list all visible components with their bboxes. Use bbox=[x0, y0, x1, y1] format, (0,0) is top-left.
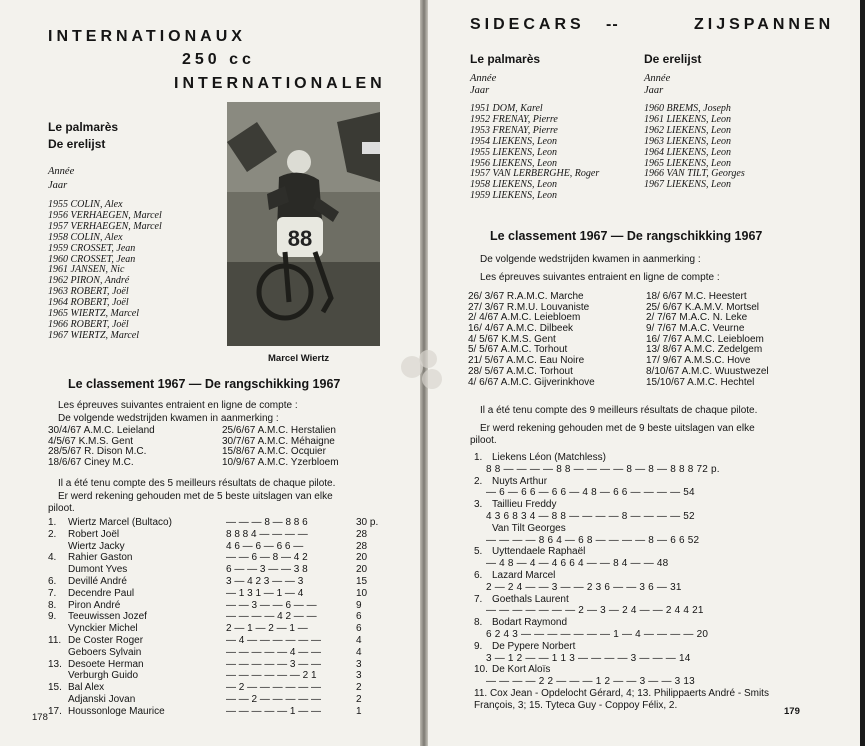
list-item: 1967 WIERTZ, Marcel bbox=[48, 329, 140, 341]
list-item: 4/ 5/67 K.M.S. Gent bbox=[468, 333, 556, 345]
list-item: 21/ 5/67 A.M.C. Eau Noire bbox=[468, 355, 585, 367]
list-item: 1961 JANSEN, Nic bbox=[48, 264, 125, 276]
list-item: 5/ 5/67 A.M.C. Torhout bbox=[468, 344, 568, 356]
table-row: 9. Teeuwissen Jozef — — — — 4 2 — — 6 bbox=[48, 611, 362, 623]
palmares-list bbox=[48, 200, 162, 342]
table-row: Van Tilt Georges — — — — 8 6 4 — 6 8 — — — — 8 — 6 6 52 bbox=[486, 522, 700, 546]
list-item: 1964 LIEKENS, Leon bbox=[644, 146, 731, 158]
table-row: 1. Wiertz Marcel (Bultaco) — — — 8 — 8 8 6 30 p. bbox=[48, 517, 379, 528]
table-row: 7. Decendre Paul — 1 3 1 — 1 — 4 10 bbox=[48, 587, 368, 599]
list-item: 1955 LIEKENS, Leon bbox=[470, 146, 557, 158]
table-row: 6. Lazard Marcel 2 — 2 4 — — 3 — — 2 3 6 — — 3 6 — 31 bbox=[474, 569, 682, 593]
table-row: 1. Liekens Léon (Matchless) 8 8 — — — — 8 8 — — — — 8 — 8 — 8 8 8 72 p. bbox=[474, 452, 720, 475]
table-row: 2. Robert Joël 8 8 8 4 — — — — 28 bbox=[48, 528, 368, 540]
list-item: 1965 LIEKENS, Leon bbox=[644, 157, 731, 169]
list-item: 1956 LIEKENS, Leon bbox=[470, 157, 557, 169]
intro-fr: Les épreuves suivantes entraient en ligne de compte : bbox=[480, 272, 720, 283]
year-label-nl-2: Jaar bbox=[644, 85, 664, 96]
note-fr: Il a été tenu compte des 5 meilleurs résultats de chaque pilote. bbox=[58, 478, 336, 489]
intro-nl: De volgende wedstrijden kwamen in aanmerking : bbox=[58, 413, 279, 424]
list-item: 1956 VERHAEGEN, Marcel bbox=[48, 209, 162, 221]
table-row: Wiertz Jacky 4 6 — 6 — 6 6 — 28 bbox=[68, 540, 368, 552]
list-item: 1960 CROSSET, Jean bbox=[48, 253, 136, 265]
list-item: 16/ 4/67 A.M.C. Dilbeek bbox=[468, 323, 574, 335]
year-label-fr: Année bbox=[48, 166, 75, 177]
table-row: Geboers Sylvain — — — — — 4 — — 4 bbox=[68, 646, 362, 658]
list-item: 16/ 7/67 A.M.C. Leiebloem bbox=[646, 333, 764, 345]
table-row: 3. Taillieu Freddy 4 3 6 8 3 4 — 8 8 — — — — 8 — — — — 52 bbox=[474, 499, 695, 522]
table-row: 4. Rahier Gaston — — 6 — 8 — 4 2 20 bbox=[48, 552, 368, 564]
list-item: 1964 ROBERT, Joël bbox=[48, 297, 129, 309]
list-item: 8/10/67 A.M.C. Wuustwezel bbox=[646, 365, 769, 377]
races-list-right bbox=[222, 426, 339, 469]
standings-table bbox=[48, 517, 378, 718]
list-item: 1963 LIEKENS, Leon bbox=[644, 135, 731, 147]
list-item: 2/ 7/67 M.A.C. N. Leke bbox=[646, 312, 748, 324]
list-item: 1959 LIEKENS, Leon bbox=[470, 190, 557, 202]
left-page bbox=[0, 0, 420, 746]
intro-nl: De volgende wedstrijden kwamen in aanmerking : bbox=[480, 254, 701, 265]
table-row: Vynckier Michel 2 — 1 — 2 — 1 — 6 bbox=[68, 623, 362, 635]
table-row: 2. Nuyts Arthur — 6 — 6 6 — 6 6 — 4 8 — 6 6 — — — — 54 bbox=[474, 475, 695, 499]
page-title-nl: ZIJSPANNEN bbox=[694, 16, 835, 33]
races-list-left bbox=[48, 426, 155, 469]
list-item: 27/ 3/67 R.M.U. Louvaniste bbox=[468, 301, 590, 313]
palmares-list-left bbox=[470, 104, 599, 202]
year-label-fr-2: Année bbox=[644, 73, 671, 84]
note-nl: Er werd rekening gehouden met de 5 beste uitslagen van elke bbox=[58, 491, 333, 502]
races-list-right bbox=[646, 292, 769, 388]
palmares-heading-nl: De erelijst bbox=[644, 52, 702, 66]
list-item: 1958 LIEKENS, Leon bbox=[470, 179, 557, 191]
intro-fr: Les épreuves suivantes entraient en ligne de compte : bbox=[58, 400, 298, 411]
palmares-list-right bbox=[644, 104, 745, 191]
year-label-nl: Jaar bbox=[470, 85, 490, 96]
race-number: 88 bbox=[287, 226, 313, 251]
motocross-illustration bbox=[227, 102, 380, 346]
list-item: 1954 LIEKENS, Leon bbox=[470, 135, 557, 147]
list-item: 1953 FRENAY, Pierre bbox=[470, 124, 558, 136]
table-row: 5. Uyttendaele Raphaël — 4 8 — 4 — 4 6 6 4 — — 8 4 — — 48 bbox=[474, 546, 669, 570]
year-label-nl: Jaar bbox=[48, 180, 68, 191]
list-item: 4/5/67 K.M.S. Gent bbox=[48, 435, 134, 447]
list-item: 25/ 6/67 K.A.M.V. Mortsel bbox=[646, 301, 760, 313]
list-item: 4/ 6/67 A.M.C. Gijverinkhove bbox=[468, 376, 595, 388]
list-item: 1961 LIEKENS, Leon bbox=[644, 113, 731, 125]
table-row: Verburgh Guido — — — — — — 2 1 3 bbox=[68, 670, 362, 682]
table-row: 6. Devillé André 3 — 4 2 3 — — 3 15 bbox=[48, 575, 368, 587]
page-title-fr: SIDECARS bbox=[470, 16, 585, 33]
list-item: 18/6/67 Ciney M.C. bbox=[48, 457, 134, 469]
palmares-heading-fr: Le palmarès bbox=[48, 120, 119, 134]
list-item: 1957 VAN LERBERGHE, Roger bbox=[470, 168, 600, 180]
table-row: Dumont Yves 6 — — 3 — — 3 8 20 bbox=[68, 564, 368, 576]
list-item: 30/7/67 A.M.C. Méhaigne bbox=[222, 435, 335, 447]
table-row: Adjanski Jovan — — 2 — — — — — 2 bbox=[68, 693, 362, 705]
classement-heading: Le classement 1967 — De rangschikking 1967 bbox=[490, 229, 763, 243]
list-item: 1963 ROBERT, Joël bbox=[48, 286, 129, 298]
list-item: 1962 LIEKENS, Leon bbox=[644, 124, 731, 136]
list-item: 1958 COLIN, Alex bbox=[48, 231, 123, 243]
note-nl-2: piloot. bbox=[470, 435, 497, 446]
classement-heading: Le classement 1967 — De rangschikking 1967 bbox=[68, 377, 341, 391]
rider-photo bbox=[227, 102, 380, 346]
page-title-fr: INTERNATIONAUX bbox=[48, 28, 246, 45]
list-item: 25/6/67 A.M.C. Herstalien bbox=[222, 425, 336, 436]
list-item: 1966 VAN TILT, Georges bbox=[644, 168, 745, 180]
title-separator: -- bbox=[606, 16, 619, 33]
list-item: 18/ 6/67 M.C. Heestert bbox=[646, 291, 747, 302]
standings-table bbox=[474, 452, 834, 688]
list-item: 28/5/67 R. Dison M.C. bbox=[48, 446, 147, 458]
palmares-heading-fr: Le palmarès bbox=[470, 52, 541, 66]
footnote-line-2: François, 3; 15. Tyteca Guy - Coppoy Félix, 2. bbox=[474, 700, 678, 711]
palmares-heading-nl: De erelijst bbox=[48, 137, 106, 151]
list-item: 9/ 7/67 M.A.C. Veurne bbox=[646, 323, 745, 335]
list-item: 30/4/67 A.M.C. Leieland bbox=[48, 425, 155, 436]
table-row: 8. Bodart Raymond 6 2 4 3 — — — — — — — 1 — 4 — — — — 20 bbox=[474, 617, 709, 640]
footnote-line-1: 11. Cox Jean - Opdelocht Gérard, 4; 13. Philippaerts André - Smits bbox=[474, 688, 769, 699]
page-number: 179 bbox=[784, 706, 800, 717]
list-item: 1951 DOM, Karel bbox=[470, 103, 543, 114]
table-row: 7. Goethals Laurent — — — — — — — 2 — 3 — 2 4 — — 2 4 4 21 bbox=[474, 593, 704, 617]
table-row: 8. Piron André — — 3 — — 6 — — 9 bbox=[48, 599, 362, 611]
year-label-fr: Année bbox=[470, 73, 497, 84]
table-row: 9. De Pypere Norbert 3 — 1 2 — — 1 1 3 — — — — 3 — — — 14 bbox=[474, 640, 691, 664]
list-item: 1966 ROBERT, Joël bbox=[48, 318, 129, 330]
table-row: 13. Desoete Herman — — — — — 3 — — 3 bbox=[48, 658, 362, 670]
photo-caption: Marcel Wiertz bbox=[268, 353, 330, 364]
page-title-class: 250 cc bbox=[182, 51, 255, 68]
list-item: 17/ 9/67 A.M.S.C. Hove bbox=[646, 355, 751, 367]
list-item: 1967 LIEKENS, Leon bbox=[644, 179, 731, 191]
list-item: 1962 PIRON, André bbox=[48, 275, 130, 287]
list-item: 26/ 3/67 R.A.M.C. Marche bbox=[468, 291, 584, 302]
list-item: 1955 COLIN, Alex bbox=[48, 199, 123, 210]
list-item: 15/8/67 A.M.C. Ocquier bbox=[222, 446, 326, 458]
table-row: 11. De Coster Roger — 4 — — — — — — 4 bbox=[48, 634, 362, 646]
list-item: 13/ 8/67 A.M.C. Zedelgem bbox=[646, 344, 763, 356]
right-page bbox=[428, 0, 860, 746]
list-item: 1959 CROSSET, Jean bbox=[48, 242, 136, 254]
list-item: 2/ 4/67 A.M.C. Leiebloem bbox=[468, 312, 581, 324]
races-list-left bbox=[468, 292, 595, 388]
list-item: 10/9/67 A.M.C. Yzerbloem bbox=[222, 457, 339, 469]
note-nl-2: piloot. bbox=[48, 503, 75, 514]
page-title-nl: INTERNATIONALEN bbox=[174, 75, 386, 92]
watermark-logo bbox=[398, 345, 448, 405]
list-item: 1965 WIERTZ, Marcel bbox=[48, 308, 140, 320]
list-item: 1960 BREMS, Joseph bbox=[644, 103, 731, 114]
list-item: 1952 FRENAY, Pierre bbox=[470, 113, 558, 125]
table-row: 15. Bal Alex — 2 — — — — — — 2 bbox=[48, 682, 362, 694]
note-fr: Il a été tenu compte des 9 meilleurs résultats de chaque pilote. bbox=[480, 405, 758, 416]
list-item: 28/ 5/67 A.M.C. Torhout bbox=[468, 365, 573, 377]
list-item: 15/10/67 A.M.C. Hechtel bbox=[646, 376, 755, 388]
table-row: 17. Houssonloge Maurice — — — — — 1 — — 1 bbox=[48, 705, 362, 717]
table-row: 10. De Kort Aloïs — — — — 2 2 — — — 1 2 — — 3 — — 3 13 bbox=[474, 664, 695, 688]
list-item: 1957 VERHAEGEN, Marcel bbox=[48, 220, 162, 232]
note-nl: Er werd rekening gehouden met de 9 beste uitslagen van elke bbox=[480, 423, 755, 434]
page-number: 178 bbox=[32, 712, 48, 723]
